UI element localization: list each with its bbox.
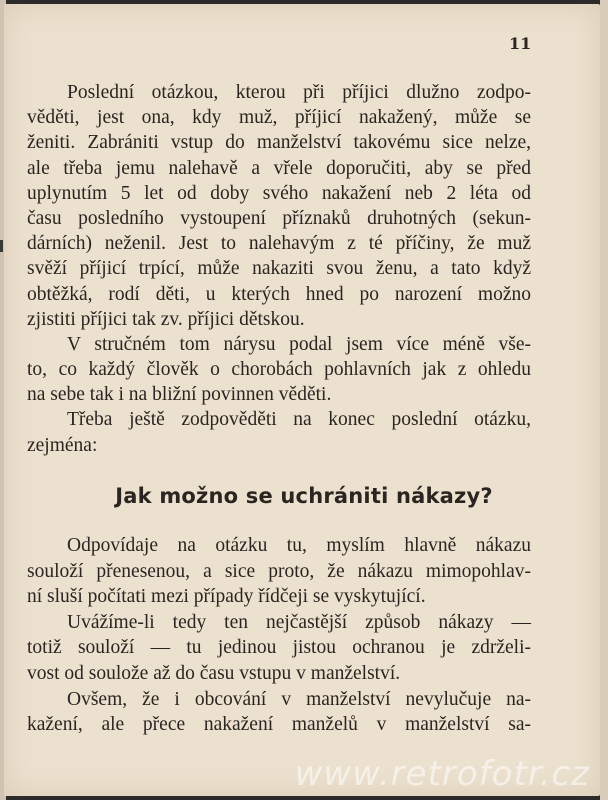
text-line: zejména:: [27, 434, 98, 456]
text-line: vost od soulože až do času vstupu v manželství.: [27, 662, 401, 684]
text-line: Třeba ještě zodpověděti na konec poslední otázku,: [67, 409, 531, 431]
text-line: kažení, ale přece nakažení manželů v manželství sa-: [27, 714, 531, 736]
text-line: uplynutím 5 let od doby svého nakažení neb 2 léta od: [27, 182, 531, 204]
text-block-upper: [27, 80, 531, 458]
text-line: ní sluší počítati mezi případy řídčeji se vyskytující.: [27, 586, 426, 608]
text-block-lower: [27, 533, 531, 738]
text-line: to, co každý člověk o chorobách pohlavních jak z ohledu: [27, 359, 531, 381]
watermark: www.retrofotr.cz: [294, 754, 590, 794]
text-line: Odpovídaje na otázku tu, myslím hlavně nákazu: [67, 535, 531, 556]
page-number: 11: [509, 34, 532, 53]
text-line: dárních) neženil. Jest to nalehavým z té příčiny, že muž: [27, 233, 531, 255]
text-line: Poslední otázkou, kterou při příjici dlužno zodpo-: [67, 82, 531, 103]
spine-mark: [0, 240, 3, 252]
text-line: ženiti. Zabrániti vstup do manželství takovému sice nelze,: [27, 132, 531, 154]
text-line: Uvážíme-li tedy ten nejčastější způsob nákazy —: [67, 611, 531, 633]
text-line: věděti, jest ona, kdy muž, příjicí nakažený, může se: [27, 107, 531, 129]
section-heading: Jak možno se uchrániti nákazy?: [115, 484, 493, 508]
text-line: Ovšem, že i obcování v manželství nevylučuje na-: [67, 688, 531, 710]
text-line: na sebe tak i na bližní povinnen věděti.: [27, 384, 332, 406]
text-line: totiž souloží — tu jedinou jistou ochranou je zdrželi-: [27, 637, 531, 659]
text-line: času posledního vystoupení příznaků druhotných (sekun-: [27, 207, 531, 229]
text-line: svěží příjicí trpící, může nakaziti svou ženu, a tato když: [27, 258, 531, 280]
text-line: zjistiti příjici tak zv. příjici dětskou.: [27, 308, 305, 330]
text-line: souloží přenesenou, a sice proto, že nákazu mimopohlav-: [27, 560, 531, 582]
text-line: ale třeba jemu nalehavě a vřele doporučiti, aby se před: [27, 157, 531, 179]
text-line: V stručném tom nárysu podal jsem více méně vše-: [67, 333, 531, 355]
text-line: obtěžká, rodí děti, u kterých hned po narození možno: [27, 283, 531, 305]
page-right-edge: [600, 0, 608, 800]
